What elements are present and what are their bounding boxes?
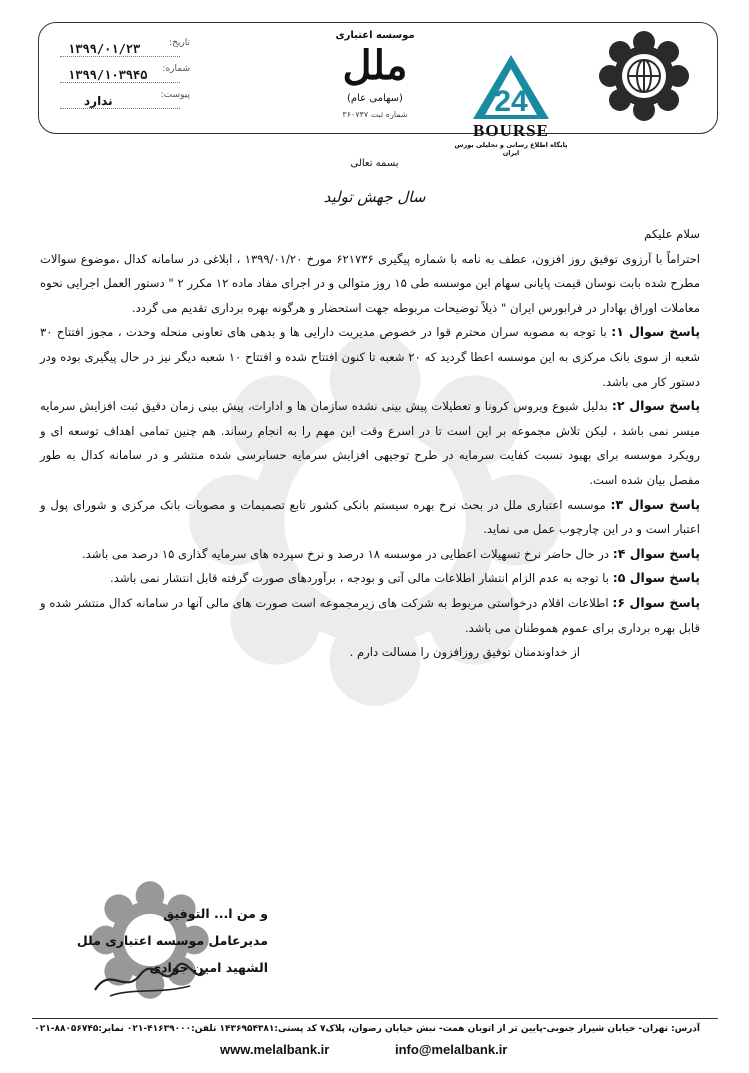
answer-2 xyxy=(40,394,700,492)
signature-title: مدیرعامل موسسه اعتباری ملل xyxy=(76,933,268,948)
signature-name: الشهید امین جوادی xyxy=(149,960,268,975)
date-value: ۱۳۹۹/۰۱/۲۳ xyxy=(68,42,141,56)
letter-meta xyxy=(60,38,190,118)
org-registration: شماره ثبت ۳۶۰۷۴۷ xyxy=(342,110,408,119)
letter-body xyxy=(40,222,700,665)
answer-title: پاسخ سوال ۴: xyxy=(612,545,700,561)
bourse-logo xyxy=(452,53,570,163)
footer-email[interactable]: info@melalbank.ir xyxy=(395,1042,508,1057)
footer-address: آدرس: تهران- خیابان شیراز جنوبی-پایین تر از اتوبان همت- نبش خیابان رضوان، پلاک۷ کد پستی:۱۴۳۶۹۵۴۳۸۱ تلفن:۴۱۶۳۹۰۰۰-۰۲۱ نمابر:۸۸۰۵۶۷۴۵-۰۲۱ xyxy=(34,1024,700,1034)
number-row xyxy=(60,64,190,92)
emblem-icon xyxy=(598,30,690,122)
bourse-triangle-icon xyxy=(471,53,551,121)
answer-title: پاسخ سوال ۱: xyxy=(611,324,701,340)
answer-3 xyxy=(40,493,700,542)
answer-text: بدلیل شیوع ویروس کرونا و تعطیلات پیش بینی نشده سازمان ها و ادارات، پیش بینی زمان دقیق ثبت افزایش سرمایه میسر نمی باشد ، لیکن تلاش مجموعه بر این است تا در اسرع وقت این مهم را به انجام رساند. هم چنین تمامی اهداف توسعه ای و رویکرد موسسه برای بهبود نسبت کفایت سرمایه در طرح توجیهی افزایش سرمایه حسابرسی شده منتشر و در سامانه کدال به طور مفصل بیان شده است. xyxy=(40,399,700,487)
attachment-label: پیوست: xyxy=(160,90,190,100)
footer-divider xyxy=(32,1018,718,1019)
answer-6 xyxy=(40,591,700,640)
org-type: (سهامی عام) xyxy=(347,93,403,104)
answer-text: اطلاعات اقلام درخواستی مربوط به شرکت های زیرمجموعه است صورت های مالی آنها در سامانه کدال منتشر شده و قابل بهره برداری برای عموم هموطنان می باشد. xyxy=(40,595,700,635)
bourse-tagline: پایگاه اطلاع رسانی و تحلیلی بورس ایران xyxy=(454,141,568,157)
signature-line-1: و من ا... التوفیق xyxy=(163,906,268,921)
answer-title: پاسخ سوال ۵: xyxy=(612,570,700,586)
answer-text: با توجه به مصوبه سران محترم قوا در خصوص مدیریت دارایی ها و بدهی های تعاونی منحله وحدت ، مجوز افتتاح ۳۰ شعبه از سوی بانک مرکزی به این موسسه اعطا گردید که ۲۰ شعبه تا کنون افتتاح شده و افتتاح ۱۰ شعبه دیگر نیز در حال پیگیری بوده ودر دستور کار می باشد. xyxy=(40,325,700,389)
answer-title: پاسخ سوال ۲: xyxy=(611,398,701,414)
handwritten-signature-icon xyxy=(90,960,210,1000)
answer-text: در حال حاضر نرخ تسهیلات اعطایی در موسسه ۱۸ درصد و نرخ سپرده های سرمایه گذاری ۱۵ درصد می باشد. xyxy=(81,546,610,561)
org-name-prefix: موسسه اعتباری xyxy=(335,30,415,41)
answer-4 xyxy=(40,542,700,567)
attachment-value: ندارد xyxy=(84,94,113,108)
basmala: بسمه تعالی xyxy=(350,158,399,169)
org-logotype xyxy=(305,30,445,125)
answer-title: پاسخ سوال ۶: xyxy=(612,594,701,610)
answer-title: پاسخ سوال ۳: xyxy=(610,496,701,512)
bourse-name: BOURSE xyxy=(473,121,549,140)
answer-1 xyxy=(40,320,700,394)
intro-paragraph: احتراماً با آرزوی توفیق روز افزون، عطف به نامه با شماره پیگیری ۶۲۱۷۳۶ مورخ ۱۳۹۹/۰۱/۲۰ ، ابلاغی در سامانه کدال ،موضوع سوالات مطرح شده بابت نوسان قیمت پایانی سهام این موسسه طی ۱۵ روز متوالی و در اجرای مفاد ماده ۱۲ مکرر ۲ " دستور العمل اجرایی نحوه معاملات اوراق بهادار در فرابورس ایران " ذیلاً توضیحات مربوطه جهت استحضار و هرگونه بهره برداری تقدیم می گردد. xyxy=(40,251,700,315)
closing-line: از خداوندمنان توفیق روزافزون را مسالت دارم . xyxy=(349,645,580,660)
number-label: شماره: xyxy=(162,64,190,74)
answer-5 xyxy=(40,566,700,591)
number-value: ۱۳۹۹/۱۰۳۹۴۵ xyxy=(68,68,148,82)
attachment-row xyxy=(60,90,190,118)
footer-website[interactable]: www.melalbank.ir xyxy=(220,1042,330,1057)
answer-text: موسسه اعتباری ملل در بحث نرخ بهره سیستم بانکی کشور تابع تصمیمات و مصوبات بانک مرکزی و شورای پول و اعتبار است و در این چارچوب عمل می نماید. xyxy=(40,497,700,537)
date-label: تاریخ: xyxy=(169,38,190,48)
svg-text:24: 24 xyxy=(494,85,528,118)
date-row xyxy=(60,38,190,66)
org-name: ملل xyxy=(342,42,408,89)
year-motto: سال جهش تولید xyxy=(323,188,426,206)
answer-text: با توجه به عدم الزام انتشار اطلاعات مالی آتی و بودجه ، برآوردهای صورت گرفته قابل انتشار نمی باشد. xyxy=(110,571,610,586)
greeting: سلام علیکم xyxy=(644,227,700,241)
